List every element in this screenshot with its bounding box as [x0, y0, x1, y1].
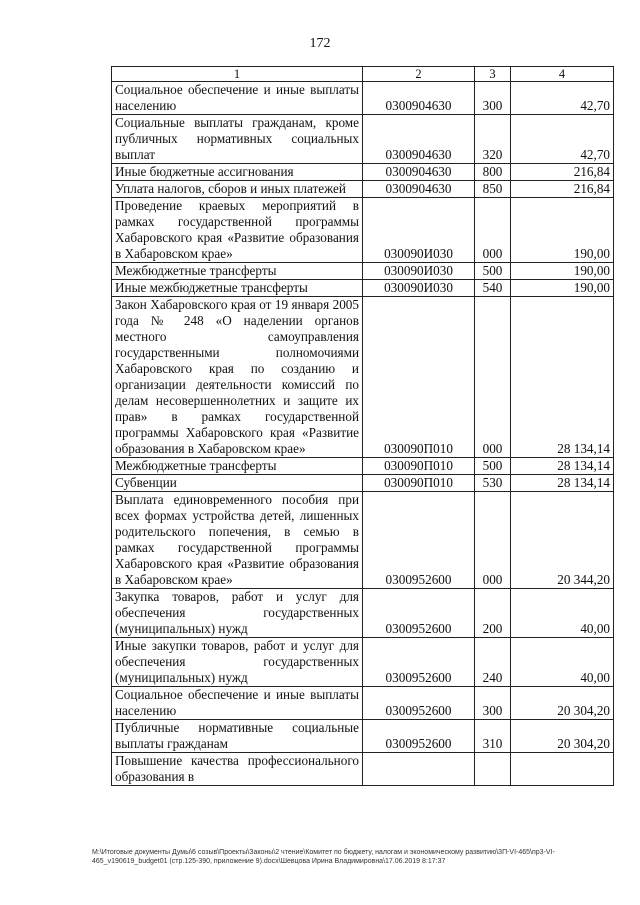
row-code: 0300904630: [363, 181, 475, 198]
header-col-1: 1: [112, 67, 363, 82]
row-name: Закон Хабаровского края от 19 января 2005 года № 248 «О наделении органов местного самоуправления государственными полномочиями Хабаровского края по созданию и организации деятельности комиссий по делам несовершеннолетних и защите их прав» в рамках государственной программы Хабаровского края «Развитие образования в Хабаровском крае»: [112, 297, 363, 458]
row-sum: 216,84: [511, 164, 614, 181]
row-vr: 500: [475, 263, 511, 280]
row-code: 0300904630: [363, 164, 475, 181]
table-row: [112, 280, 614, 297]
row-vr: 000: [475, 297, 511, 458]
row-name: Иные бюджетные ассигнования: [112, 164, 363, 181]
row-sum: 40,00: [511, 638, 614, 687]
row-vr: 200: [475, 589, 511, 638]
header-col-2: 2: [363, 67, 475, 82]
header-col-4: 4: [511, 67, 614, 82]
table-row: [112, 115, 614, 164]
row-vr: 800: [475, 164, 511, 181]
table-row: [112, 164, 614, 181]
row-vr: 850: [475, 181, 511, 198]
row-code: 0300952600: [363, 687, 475, 720]
row-vr: 300: [475, 82, 511, 115]
row-code: 0300952600: [363, 492, 475, 589]
row-sum: 28 134,14: [511, 475, 614, 492]
row-name: Иные межбюджетные трансферты: [112, 280, 363, 297]
header-col-3: 3: [475, 67, 511, 82]
row-name: Межбюджетные трансферты: [112, 458, 363, 475]
table-row: [112, 263, 614, 280]
page-number: 172: [309, 36, 331, 51]
row-vr: 540: [475, 280, 511, 297]
row-sum: 40,00: [511, 589, 614, 638]
row-code: 030090И030: [363, 198, 475, 263]
budget-table: [111, 66, 614, 786]
row-name: Иные закупки товаров, работ и услуг для обеспечения государственных (муниципальных) нужд: [112, 638, 363, 687]
row-sum: 20 344,20: [511, 492, 614, 589]
row-vr: 310: [475, 720, 511, 753]
row-sum: 20 304,20: [511, 687, 614, 720]
table-row: [112, 181, 614, 198]
row-sum: 20 304,20: [511, 720, 614, 753]
row-sum: 190,00: [511, 263, 614, 280]
row-name: Социальное обеспечение и иные выплаты населению: [112, 82, 363, 115]
row-sum: 216,84: [511, 181, 614, 198]
row-name: Социальные выплаты гражданам, кроме публичных нормативных социальных выплат: [112, 115, 363, 164]
table-row: [112, 492, 614, 589]
row-code: 030090И030: [363, 280, 475, 297]
table-row: [112, 720, 614, 753]
row-name: Уплата налогов, сборов и иных платежей: [112, 181, 363, 198]
file-path-footer: M:\Итоговые документы Думы\6 созыв\Проекты\Законы\2 чтение\Комитет по бюджету, налогам и экономическому развитию\3П-VI-465\пр3-VI-465_v190619_budget01 (стр.125-390, приложение 9).docx\Шевцова Ирина Владимировна\17.06.2019 8:17:37: [92, 849, 555, 865]
row-sum: 42,70: [511, 82, 614, 115]
row-name: Субвенции: [112, 475, 363, 492]
table-row: [112, 638, 614, 687]
row-vr: 500: [475, 458, 511, 475]
row-vr: 530: [475, 475, 511, 492]
table-row: [112, 198, 614, 263]
row-code: 0300904630: [363, 82, 475, 115]
row-name: Повышение качества профессионального образования в: [112, 753, 363, 786]
row-sum: 28 134,14: [511, 458, 614, 475]
row-code: 030090П010: [363, 297, 475, 458]
row-code: 030090П010: [363, 475, 475, 492]
row-code: 0300952600: [363, 720, 475, 753]
row-code: 0300952600: [363, 589, 475, 638]
row-name: Выплата единовременного пособия при всех формах устройства детей, лишенных родительского попечения, в семью в рамках государственной программы Хабаровского края «Развитие образования в Хабаровском крае»: [112, 492, 363, 589]
row-code: 030090П010: [363, 458, 475, 475]
row-sum: 42,70: [511, 115, 614, 164]
row-vr: 240: [475, 638, 511, 687]
row-code: 0300952600: [363, 638, 475, 687]
row-name: Закупка товаров, работ и услуг для обеспечения государственных (муниципальных) нужд: [112, 589, 363, 638]
header-row: [112, 67, 614, 82]
row-sum: 190,00: [511, 198, 614, 263]
table-row: [112, 458, 614, 475]
row-sum: 190,00: [511, 280, 614, 297]
row-code: 030090И030: [363, 263, 475, 280]
table-row: [112, 297, 614, 458]
row-name: Публичные нормативные социальные выплаты гражданам: [112, 720, 363, 753]
row-vr: 000: [475, 198, 511, 263]
row-vr: [475, 753, 511, 786]
row-sum: 28 134,14: [511, 297, 614, 458]
row-code: [363, 753, 475, 786]
table-row: [112, 475, 614, 492]
row-code: 0300904630: [363, 115, 475, 164]
row-vr: 300: [475, 687, 511, 720]
table-row: [112, 82, 614, 115]
row-sum: [511, 753, 614, 786]
table-row: [112, 589, 614, 638]
row-name: Межбюджетные трансферты: [112, 263, 363, 280]
table-row: [112, 753, 614, 786]
row-vr: 000: [475, 492, 511, 589]
row-name: Социальное обеспечение и иные выплаты населению: [112, 687, 363, 720]
row-name: Проведение краевых мероприятий в рамках государственной программы Хабаровского края «Развитие образования в Хабаровском крае»: [112, 198, 363, 263]
table-row: [112, 687, 614, 720]
row-vr: 320: [475, 115, 511, 164]
